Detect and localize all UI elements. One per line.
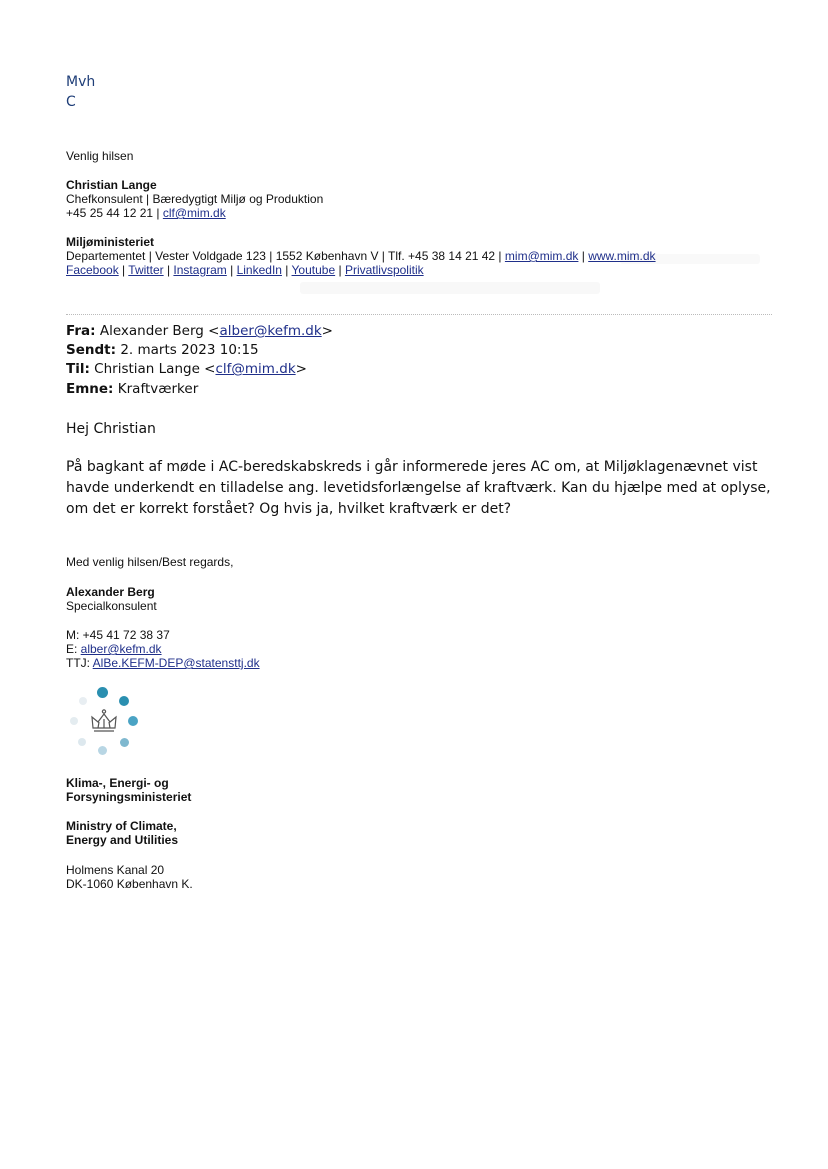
sig1-social-links: Facebook | Twitter | Instagram | LinkedIn | Youtube | Privatlivspolitik (66, 263, 424, 277)
sig1-website-link[interactable]: www.mim.dk (588, 249, 656, 263)
logo-dot (70, 717, 78, 725)
logo-dot (79, 697, 87, 705)
sig2-ttj-link[interactable]: AlBe.KEFM-DEP@statensttj.dk (92, 656, 260, 670)
sent-value: 2. marts 2023 10:15 (120, 342, 259, 358)
closing-line-2: C (66, 94, 76, 110)
sig2-email-prefix: E: (66, 642, 81, 656)
logo-dot (78, 738, 86, 746)
logo-dot (128, 716, 138, 726)
to-value: Christian Lange < (94, 361, 216, 377)
message-salutation: Hej Christian (66, 421, 156, 437)
sig2-email-link[interactable]: alber@kefm.dk (80, 642, 162, 656)
ministry-da-2: Forsyningsministeriet (66, 790, 192, 804)
sig1-org-email-link[interactable]: mim@mim.dk (504, 249, 579, 263)
sig2-ttj-line (66, 656, 260, 671)
ministry-en-1: Ministry of Climate, (66, 819, 177, 833)
logo-dot (119, 696, 129, 706)
youtube-link[interactable]: Youtube (291, 263, 336, 277)
sig2-regards: Med venlig hilsen/Best regards, (66, 555, 234, 569)
sig1-address-line (66, 249, 656, 264)
sig2-ttj-prefix: TTJ: (66, 656, 93, 670)
instagram-link[interactable]: Instagram (173, 263, 227, 277)
crown-icon (90, 708, 118, 734)
sig1-org: Miljøministeriet (66, 235, 155, 249)
logo-dot (120, 738, 129, 747)
logo-dot (98, 746, 107, 755)
sig1-address: Departementet | Vester Voldgade 123 | 1552 København V | Tlf. +45 38 14 21 42 | (66, 249, 502, 263)
from-label: Fra: (66, 323, 96, 339)
sig1-title: Chefkonsulent | Bæredygtigt Miljø og Produktion (66, 192, 324, 206)
sig1-phone: +45 25 44 12 21 | (66, 206, 163, 220)
from-close: > (321, 323, 333, 339)
ministry-logo (66, 684, 146, 760)
subject-label: Emne: (66, 381, 114, 397)
separator: | (578, 249, 589, 263)
sig1-email-link[interactable]: clf@mim.dk (162, 206, 226, 220)
ministry-en-2: Energy and Utilities (66, 833, 179, 847)
ministry-address-1: Holmens Kanal 20 (66, 863, 165, 877)
scan-artifact (300, 282, 600, 294)
sig1-greeting: Venlig hilsen (66, 149, 134, 163)
sig2-name: Alexander Berg (66, 585, 155, 599)
twitter-link[interactable]: Twitter (128, 263, 164, 277)
subject-value: Kraftværker (117, 381, 199, 397)
facebook-link[interactable]: Facebook (66, 263, 119, 277)
to-close: > (295, 361, 307, 377)
ministry-da-1: Klima-, Energi- og (66, 776, 169, 790)
message-body: På bagkant af møde i AC-beredskabskreds i går informerede jeres AC om, at Miljøklagenævnet vist havde underkendt en tilladelse ang. levetidsforlængelse af kraftværk. Kan du hjælpe med at oplyse, om det er korrekt forstået? Og hvis ja, hvilket kraftværk er det? (66, 459, 771, 517)
header-subject (66, 380, 198, 400)
closing-line-1: Mvh (66, 74, 96, 90)
sig2-mobile: M: +45 41 72 38 37 (66, 628, 170, 642)
header-from (66, 322, 333, 342)
from-email-link[interactable]: alber@kefm.dk (219, 323, 322, 339)
linkedin-link[interactable]: LinkedIn (236, 263, 282, 277)
ministry-address-2: DK-1060 København K. (66, 877, 193, 891)
privacy-link[interactable]: Privatlivspolitik (344, 263, 424, 277)
logo-dot (97, 687, 108, 698)
to-email-link[interactable]: clf@mim.dk (215, 361, 296, 377)
sent-label: Sendt: (66, 342, 117, 358)
header-sent (66, 341, 259, 361)
from-value: Alexander Berg < (99, 323, 220, 339)
header-to (66, 360, 307, 380)
sig2-title: Specialkonsulent (66, 599, 157, 613)
sig1-name: Christian Lange (66, 178, 157, 192)
sig1-contact (66, 206, 226, 221)
to-label: Til: (66, 361, 90, 377)
sig2-email-line (66, 642, 162, 657)
header-divider (66, 314, 772, 315)
